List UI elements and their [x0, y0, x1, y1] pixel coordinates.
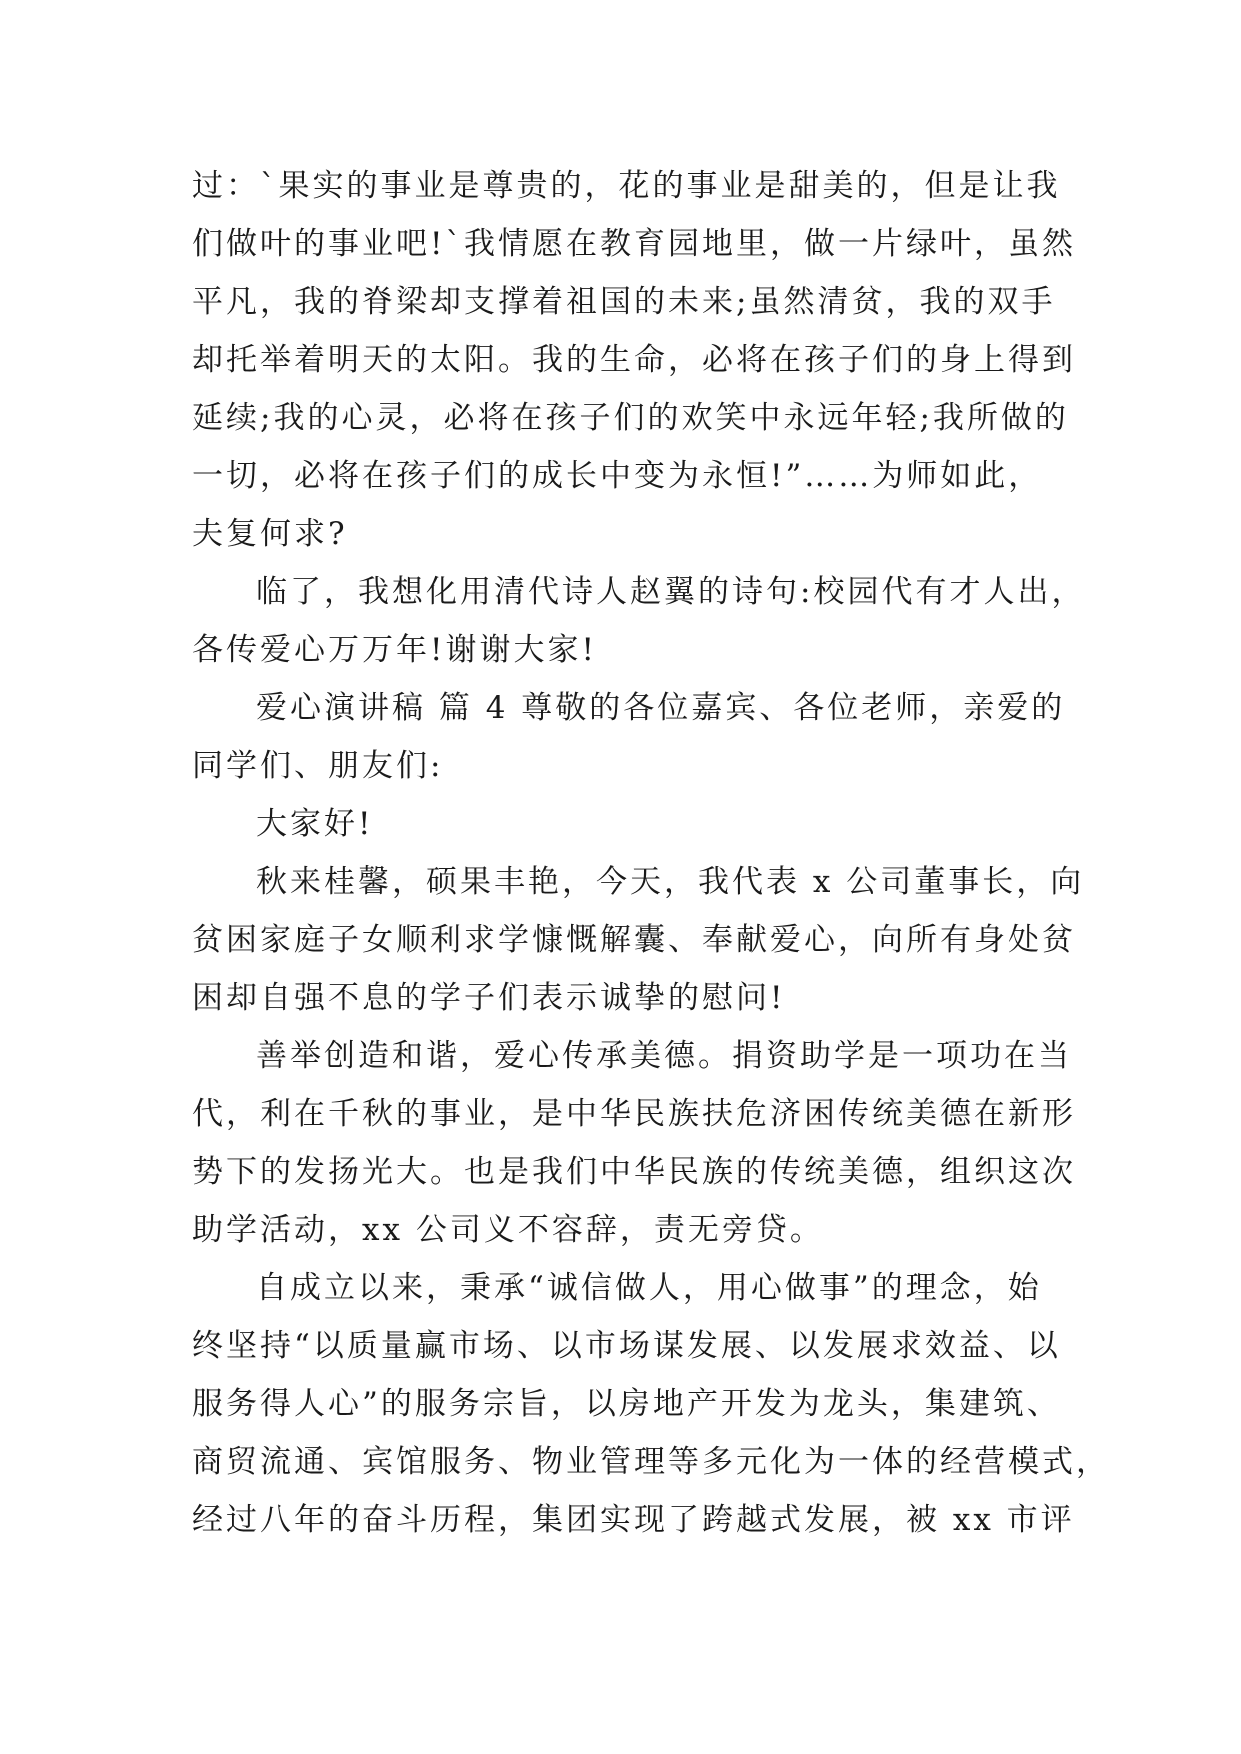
text-line: 势下的发扬光大。也是我们中华民族的传统美德，组织这次	[192, 1154, 1076, 1190]
text-line: 平凡，我的脊梁却支撑着祖国的未来;虽然清贫，我的双手	[192, 284, 1056, 320]
greeting-line: 大家好!	[256, 806, 374, 842]
text-line: 夫复何求?	[192, 516, 348, 552]
paragraph-start-line: 秋来桂馨，硕果丰艳，今天，我代表 x 公司董事长，向	[256, 864, 1085, 900]
text-line: 延续;我的心灵，必将在孩子们的欢笑中永远年轻;我所做的	[192, 400, 1069, 436]
text-line: 终坚持“以质量赢市场、以市场谋发展、以发展求效益、以	[192, 1328, 1061, 1364]
text-line: 一切，必将在孩子们的成长中变为永恒!”……为师如此，	[192, 458, 1043, 494]
text-line: 经过八年的奋斗历程，集团实现了跨越式发展，被 xx 市评	[192, 1502, 1075, 1538]
text-line: 代，利在千秋的事业，是中华民族扶危济困传统美德在新形	[192, 1096, 1076, 1132]
text-line: 却托举着明天的太阳。我的生命，必将在孩子们的身上得到	[192, 342, 1076, 378]
paragraph-start-line: 自成立以来，秉承“诚信做人，用心做事”的理念，始	[256, 1270, 1042, 1306]
text-line: 过：`果实的事业是尊贵的，花的事业是甜美的，但是让我	[192, 168, 1061, 204]
paragraph-start-line: 临了，我想化用清代诗人赵翼的诗句:校园代有才人出，	[256, 574, 1086, 610]
text-line: 困却自强不息的学子们表示诚挚的慰问!	[192, 980, 786, 1016]
text-line: 们做叶的事业吧!`我情愿在教育园地里，做一片绿叶，虽然	[192, 226, 1076, 262]
text-line: 助学活动，xx 公司义不容辞，责无旁贷。	[192, 1212, 824, 1248]
text-line: 贫困家庭子女顺利求学慷慨解囊、奉献爱心，向所有身处贫	[192, 922, 1076, 958]
body-text	[192, 157, 1110, 1549]
text-line: 各传爱心万万年!谢谢大家!	[192, 632, 597, 668]
text-line: 同学们、朋友们:	[192, 748, 444, 784]
text-line: 服务得人心”的服务宗旨，以房地产开发为龙头，集建筑、	[192, 1386, 1061, 1422]
text-line: 商贸流通、宾馆服务、物业管理等多元化为一体的经营模式，	[192, 1444, 1110, 1480]
paragraph-start-line: 爱心演讲稿 篇 4 尊敬的各位嘉宾、各位老师，亲爱的	[256, 690, 1066, 726]
paragraph-start-line: 善举创造和谐，爱心传承美德。捐资助学是一项功在当	[256, 1038, 1072, 1074]
